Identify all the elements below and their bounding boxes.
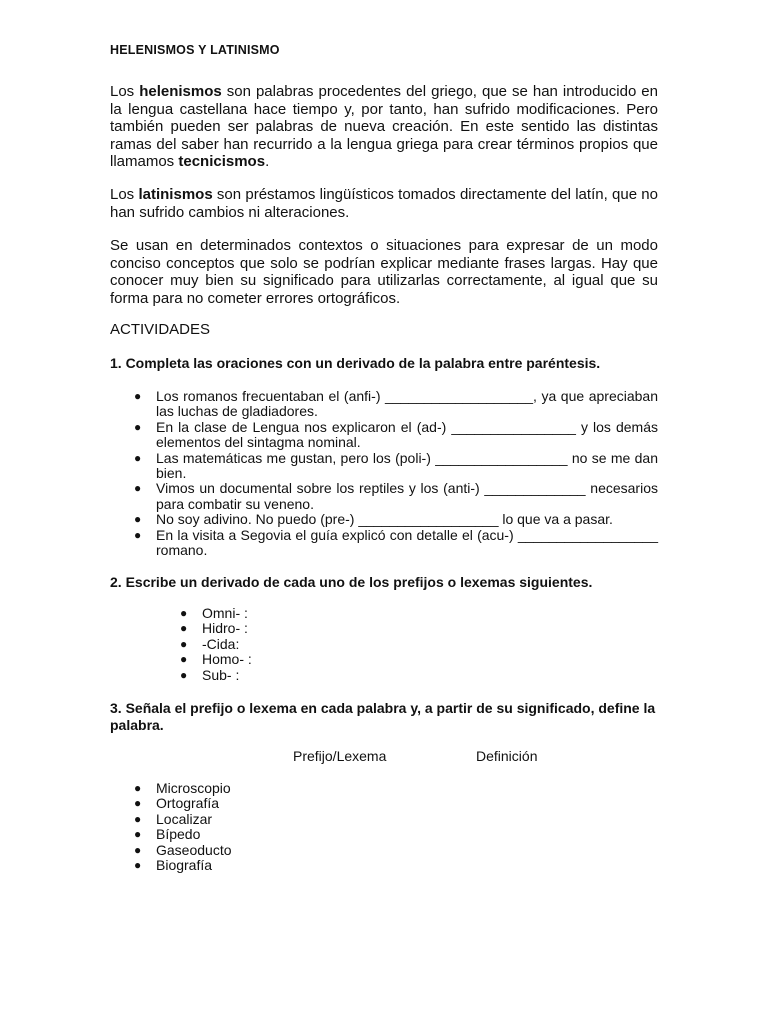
bullet-icon: ●	[134, 796, 142, 811]
term-tecnicismos: tecnicismos	[178, 153, 266, 170]
bullet-icon: ●	[180, 621, 188, 636]
list-item-text: Homo- :	[202, 651, 252, 668]
p2-text-c: son préstamos lingüísticos tomados directamente del latín, que no han sufrido cambios ni alteraciones.	[110, 186, 658, 221]
list-item	[180, 635, 502, 652]
bullet-icon: ●	[134, 858, 142, 873]
list-item-text: Omni- :	[202, 605, 248, 621]
list-item-text: No soy adivino. No puedo (pre-) __________________ lo que va a pasar.	[156, 511, 613, 528]
bullet-icon: ●	[134, 481, 142, 496]
term-latinismos: latinismos	[138, 186, 213, 203]
bullet-icon: ●	[134, 389, 142, 403]
column-header-definition: Definición	[476, 748, 538, 764]
list-item-text: Sub- :	[202, 666, 240, 683]
p1-text-c: son palabras procedentes del griego, que se han introducido en la lengua castellana hace tiempo y, por tanto, han sufrido modificaciones. Pero también pueden ser palabras de nueva creación. En este sentido las distintas ramas del saber han recurrido a la lengua griega para crear términos propios que llamamos	[110, 83, 658, 170]
list-item-text: Localizar	[156, 810, 213, 827]
list-item-text: En la clase de Lengua nos explicaron el (ad-) ________________ y los demás elementos del sintagma nominal.	[156, 418, 658, 451]
bullet-icon: ●	[134, 781, 142, 795]
list-item	[134, 841, 456, 858]
bullet-icon: ●	[180, 606, 188, 620]
section2-heading: 2. Escribe un derivado de cada uno de los prefijos o lexemas siguientes.	[110, 574, 593, 590]
list-item	[134, 857, 456, 874]
bullet-icon: ●	[180, 667, 188, 682]
list-item	[134, 810, 456, 827]
list-item	[134, 388, 658, 420]
list-item	[180, 651, 502, 668]
list-item-text: Ortografía	[156, 795, 220, 812]
p1-text-e: .	[265, 153, 270, 170]
bullet-icon: ●	[134, 811, 142, 826]
document-title: HELENISMOS Y LATINISMO	[110, 43, 280, 57]
list-item	[134, 795, 456, 812]
term-helenismos: helenismos	[139, 83, 222, 100]
paragraph-latinismos	[110, 186, 658, 221]
bullet-icon: ●	[180, 652, 188, 667]
list-item-text: Microscopio	[156, 780, 231, 796]
section3-heading: 3. Señala el prefijo o lexema en cada palabra y, a partir de su significado, define la palabra.	[110, 700, 656, 733]
section2-list	[180, 605, 502, 683]
list-item-text: Biografía	[156, 857, 213, 874]
section1-heading: 1. Completa las oraciones con un derivado de la palabra entre paréntesis.	[110, 355, 601, 371]
list-item	[180, 605, 502, 621]
bullet-icon: ●	[134, 450, 142, 465]
bullet-icon: ●	[134, 827, 142, 842]
list-item	[134, 449, 658, 482]
list-item	[180, 666, 502, 683]
list-item	[134, 526, 658, 559]
p2-text-a: Los	[110, 186, 139, 203]
list-item	[134, 418, 658, 451]
list-item-text: Gaseoducto	[156, 841, 232, 858]
list-item-text: Los romanos frecuentaban el (anfi-) ___________________, ya que apreciaban las luchas de gladiadores.	[156, 388, 658, 420]
paragraph-helenismos	[110, 83, 658, 171]
list-item	[134, 480, 658, 512]
column-header-prefix: Prefijo/Lexema	[293, 748, 387, 764]
list-item-text: Bípedo	[156, 826, 201, 843]
bullet-icon: ●	[134, 527, 142, 542]
section1-list	[134, 388, 658, 559]
list-item	[180, 620, 502, 637]
bullet-icon: ●	[134, 842, 142, 857]
list-item-text: Hidro- :	[202, 620, 248, 637]
list-item	[134, 826, 456, 843]
list-item-text: Vimos un documental sobre los reptiles y los (anti-) _____________ necesarios para combatir su veneno.	[156, 480, 658, 512]
bullet-icon: ●	[134, 512, 142, 527]
bullet-icon: ●	[180, 636, 188, 651]
list-item-text: -Cida:	[202, 635, 240, 652]
activities-label: ACTIVIDADES	[110, 321, 211, 338]
list-item-text: Las matemáticas me gustan, pero los (poli-) _________________ no se me dan bien.	[156, 449, 658, 482]
paragraph-usage: Se usan en determinados contextos o situaciones para expresar de un modo conciso conceptos que solo se podrían explicar mediante frases largas. Hay que conocer muy bien su significado para utilizarlas correctamente, al igual que su forma para no cometer errores ortográficos.	[110, 237, 658, 307]
section3-list	[134, 780, 456, 874]
list-item	[134, 511, 658, 528]
list-item	[134, 780, 456, 796]
bullet-icon: ●	[134, 419, 142, 434]
p1-text-a: Los	[110, 83, 140, 100]
list-item-text: En la visita a Segovia el guía explicó con detalle el (acu-) __________________ romano.	[156, 526, 658, 559]
